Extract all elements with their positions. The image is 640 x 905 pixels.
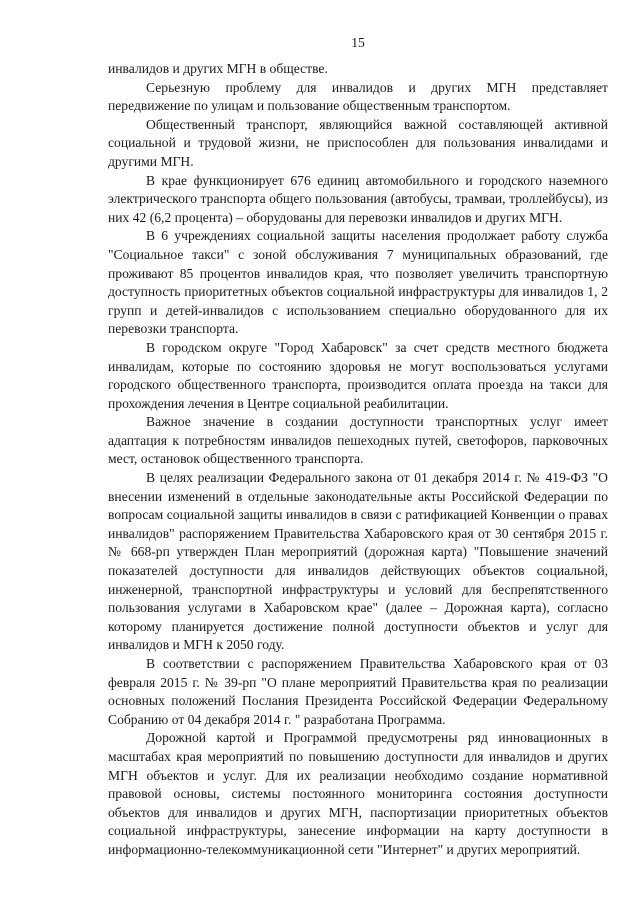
paragraph-2: Серьезную проблему для инвалидов и других МГН представляет передвижение по улицам и пользование общественным транспортом. [108, 79, 608, 114]
paragraph-10: Дорожной картой и Программой предусмотрены ряд инновационных в масштабах края мероприятий по повышению доступности для инвалидов и других МГН объектов и услуг. Для их реализации необходимо создание нормативной правовой основы, системы постоянного мониторинга состояния доступности объектов для инвалидов и других МГН, паспортизации приоритетных объектов социальной инфраструктуры, занесение информации на карту доступности в информационно-телекоммуникационной сети "Интернет" и других мероприятий. [108, 730, 608, 857]
paragraph-4: В крае функционирует 676 единиц автомобильного и городского наземного электрического транспорта общего пользования (автобусы, трамваи, троллейбусы), из них 42 (6,2 процента) – оборудованы для перевозки инвалидов и других МГН. [108, 172, 608, 225]
document-page [108, 0, 608, 905]
paragraph-5: В 6 учреждениях социальной защиты населения продолжает работу служба "Социальное такси" с зоной обслуживания 7 муниципальных образований, где проживают 85 процентов инвалидов края, что позволяет увеличить транспортную доступность приоритетных объектов социальной инфраструктуры для инвалидов 1, 2 групп и детей-инвалидов с использованием специально оборудованного для их перевозки транспорта. [108, 228, 608, 337]
paragraph-7: Важное значение в создании доступности транспортных услуг имеет адаптация к потребностям инвалидов пешеходных путей, светофоров, парковочных мест, остановок общественного транспорта. [108, 414, 608, 467]
paragraph-8: В целях реализации Федерального закона от 01 декабря 2014 г. № 419-ФЗ "О внесении изменений в отдельные законодательные акты Российской Федерации по вопросам социальной защиты инвалидов в связи с ратификацией Конвенции о правах инвалидов" распоряжением Правительства Хабаровского края от 30 сентября 2015 г. № 668-рп утвержден План мероприятий (дорожная карта) "Повышение значений показателей доступности для инвалидов действующих объектов социальной, инженерной, транспортной инфраструктуры и условий для беспрепятственного пользования услугами в Хабаровском крае" (далее – Дорожная карта), согласно которому планируется достижение полной доступности объектов и услуг для инвалидов и МГН к 2050 году. [108, 470, 608, 653]
paragraph-9: В соответствии с распоряжением Правительства Хабаровского края от 03 февраля 2015 г. № 39-рп "О плане мероприятий Правительства края по реализации основных положений Послания Президента Российской Федерации Федеральному Собранию от 04 декабря 2014 г. " разработана Программа. [108, 656, 608, 727]
document-body [108, 60, 608, 860]
paragraph-6: В городском округе "Город Хабаровск" за счет средств местного бюджета инвалидам, которые по состоянию здоровья не могут воспользоваться услугами городского общественного транспорта, производится оплата проезда на такси для прохождения лечения в Центре социальной реабилитации. [108, 339, 608, 411]
paragraph-1: инвалидов и других МГН в обществе. [108, 61, 328, 76]
page-number: 15 [351, 35, 365, 50]
paragraph-3: Общественный транспорт, являющийся важной составляющей активной социальной и трудовой жизни, не приспособлен для пользования инвалидами и другими МГН. [108, 116, 608, 169]
